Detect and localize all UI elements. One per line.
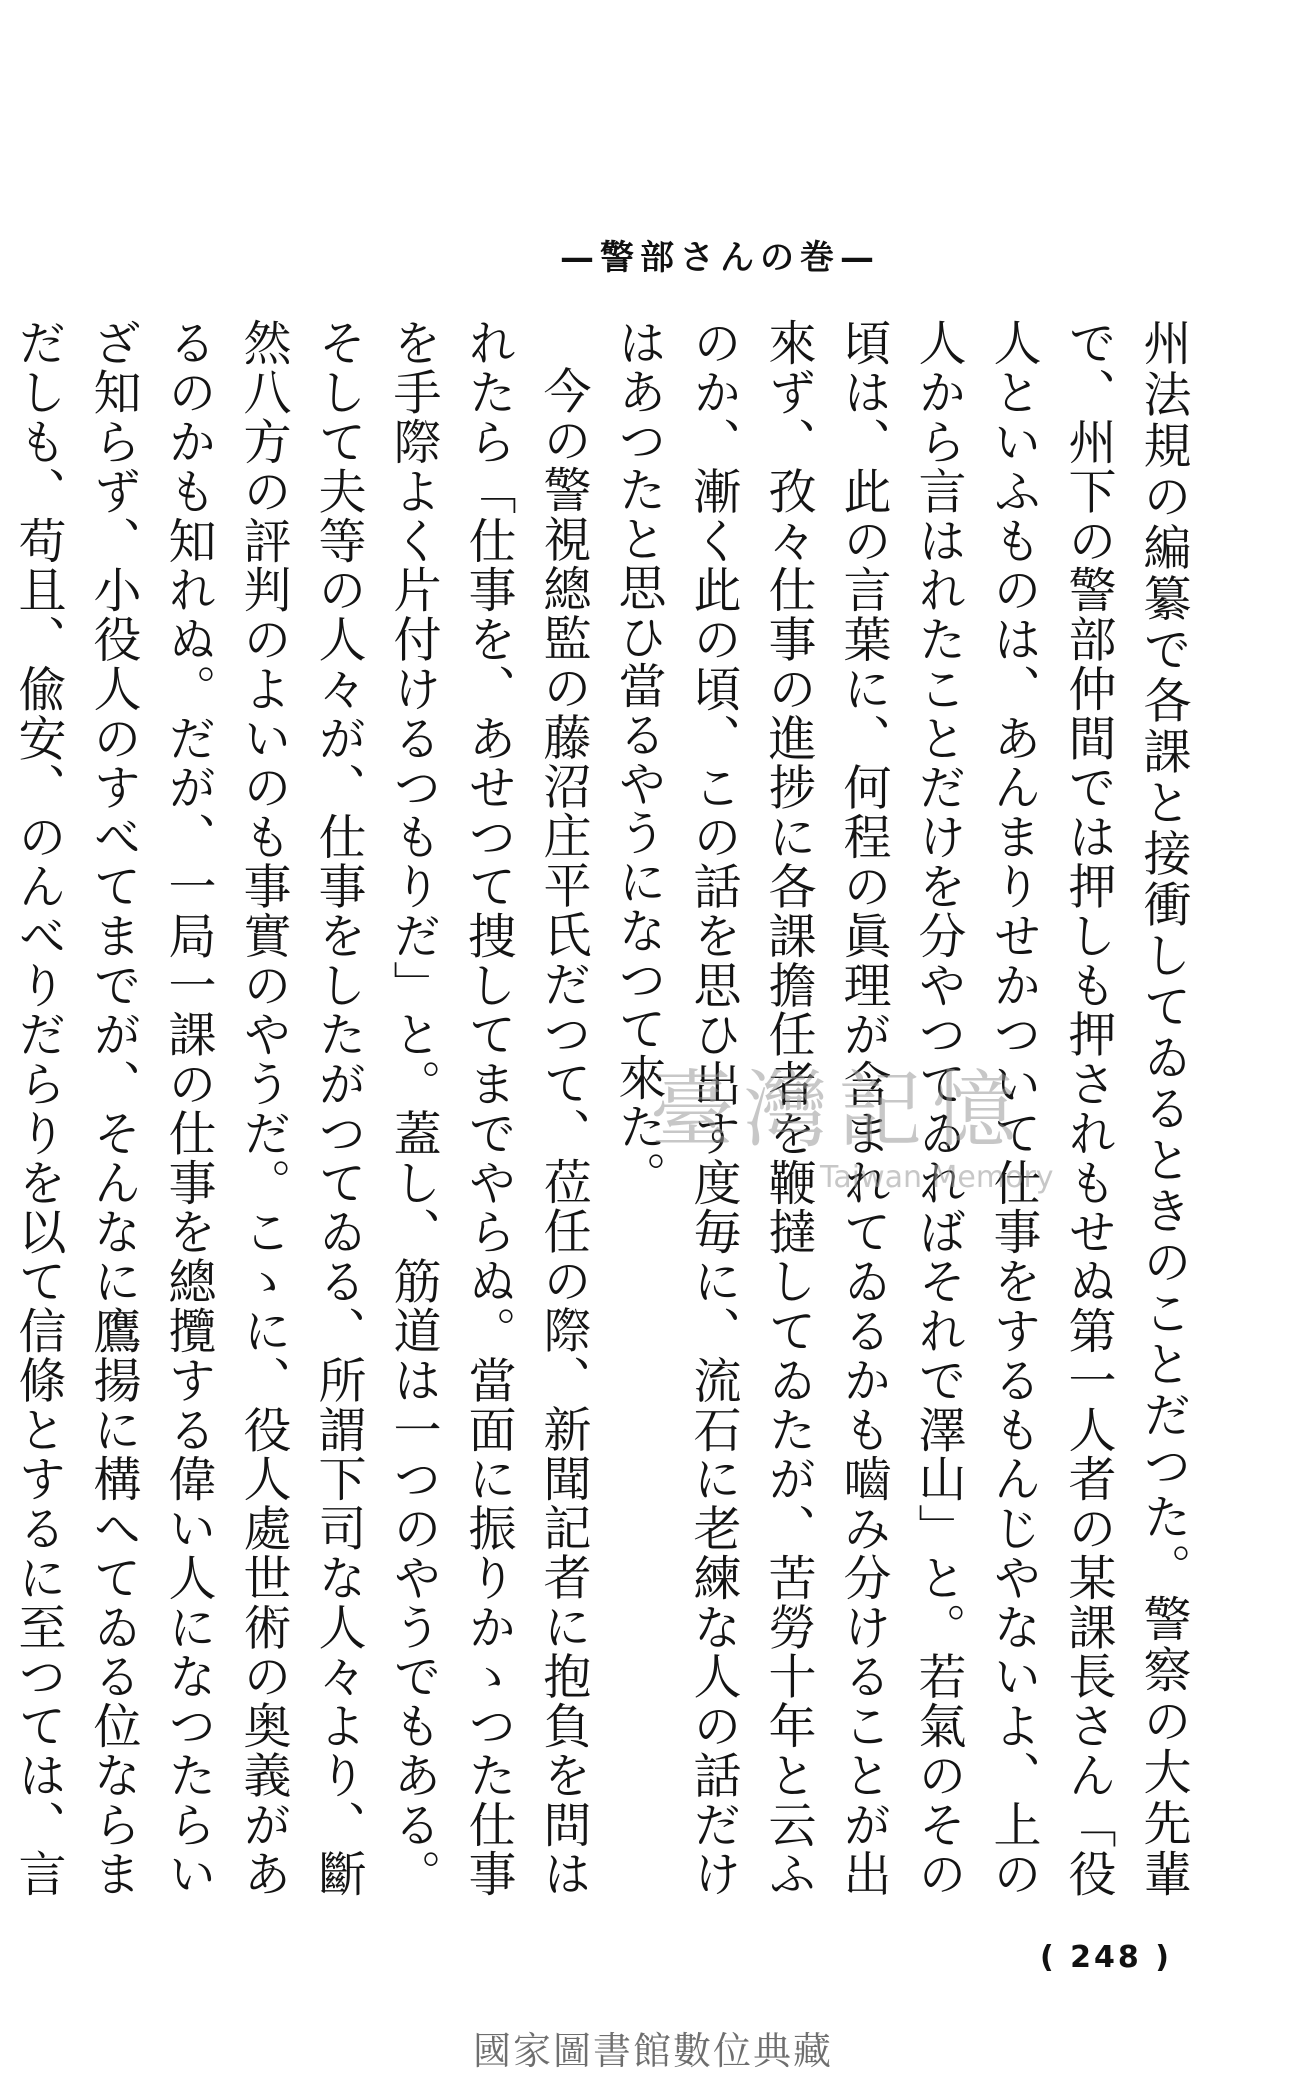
paragraph-2: 今の警視總監の藤沼庄平氏だつて、莅任の際、新聞記者に抱負を問はれたら「仕事を、あせつて捜してまでやらぬ。當面に振りかゝつた仕事を手際よく片付けるつもりだ」と。蓋し、筋道は一つのやうでもある。そして夫等の人々が、仕事をしたがつてゐる、所謂下司な人々より、斷然八方の評判のよいのも事實のやうだ。こゝに、役人處世術の奥義があるのかも知れぬ。だが、一局一課の仕事を總攬する偉い人になつたらいざ知らず、小役人のすべてまでが、そんなに鷹揚に構へてゐる位ならまだしも、苟且、偸安、のんべりだらりを以て信條とするに至つては、言 (10, 318, 591, 1899)
library-footer: 國家圖書館數位典藏 (472, 2029, 833, 2073)
running-header: —警部さんの巻— (560, 238, 880, 278)
vertical-body-text (10, 318, 1200, 1899)
watermark-en: Taiwan Memory (820, 1160, 1054, 1195)
watermark-cjk: 臺灣記憶 (650, 1061, 1027, 1159)
paragraph-1: 州法規の編纂で各課と接衝してゐるときのことだつた。警察の大先輩で、州下の警部仲間では押しも押されもせぬ第一人者の某課長さん「役人といふものは、あんまりせかついて仕事をするもんじやないよ、上の人から言はれたことだけを分やつてゐればそれで澤山」と。若氣のその頃は、此の言葉に、何程の眞理が含まれてゐるかも嚙み分けることが出來ず、孜々仕事の進捗に各課擔任者を鞭撻してゐたが、苦勞十年と云ふのか、漸く此の頃、この話を思ひ出す度毎に、流石に老練な人の話だけはあつたと思ひ當るやうになつて來た。 (610, 318, 1191, 1898)
page-number: ( 248 ) (1040, 1940, 1172, 1975)
